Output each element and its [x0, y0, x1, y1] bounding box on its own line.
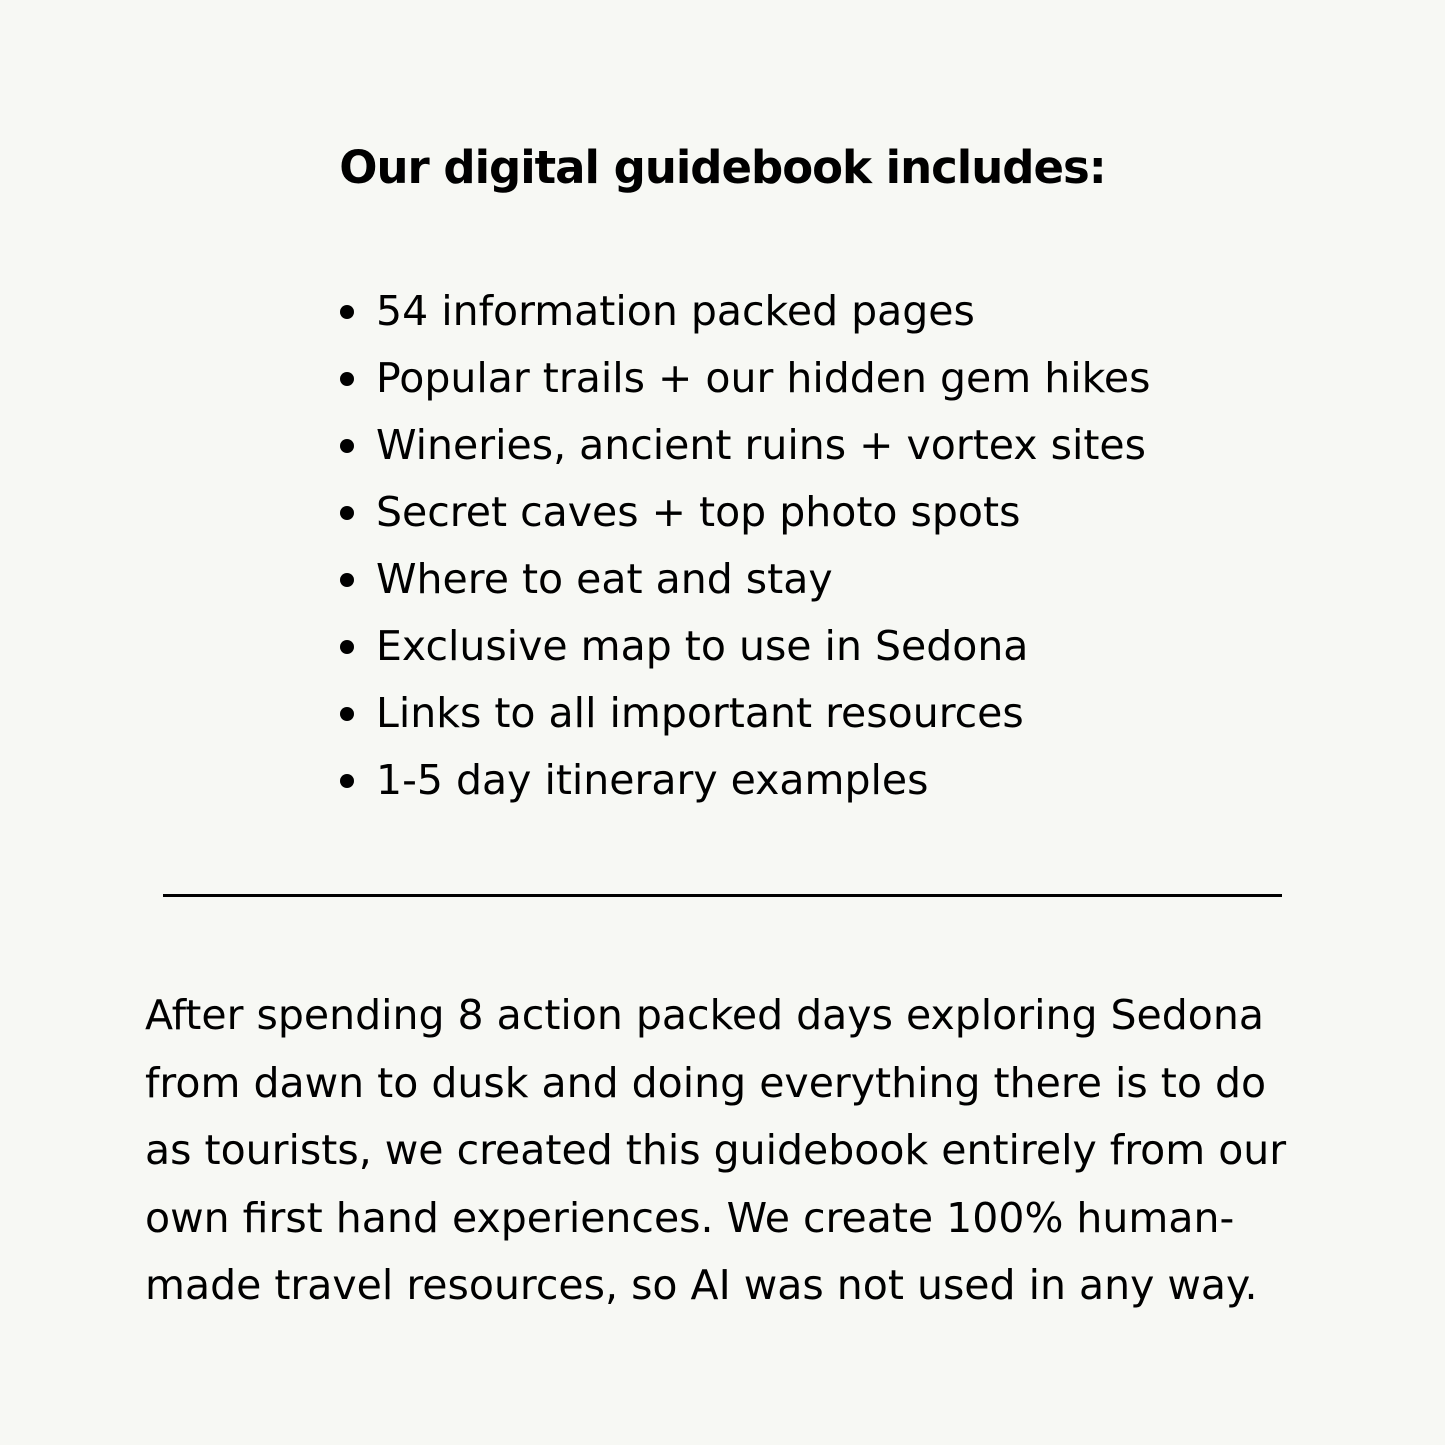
- bullet-icon: [340, 640, 354, 654]
- feature-list: [340, 278, 1150, 814]
- list-item-text: 1-5 day itinerary examples: [376, 756, 929, 804]
- description-line: After spending 8 action packed days exploring Sedona: [145, 991, 1264, 1039]
- description-paragraph: [145, 982, 1305, 1320]
- list-item-text: Secret caves + top photo spots: [376, 488, 1021, 536]
- page-title: Our digital guidebook includes:: [339, 141, 1106, 194]
- description-line: made travel resources, so AI was not used in any way.: [145, 1261, 1258, 1309]
- bullet-icon: [340, 573, 354, 587]
- list-item: [340, 680, 1150, 747]
- description-line: own first hand experiences. We create 100% human-: [145, 1193, 1235, 1242]
- list-item: [340, 345, 1150, 412]
- bullet-icon: [340, 774, 354, 788]
- list-item: [340, 546, 1150, 613]
- divider: [163, 894, 1282, 897]
- list-item-text: Exclusive map to use in Sedona: [376, 622, 1029, 670]
- list-item-text: Links to all important resources: [376, 689, 1024, 737]
- bullet-icon: [340, 707, 354, 721]
- list-item: [340, 613, 1150, 680]
- description-line: as tourists, we created this guidebook entirely from our: [145, 1126, 1287, 1174]
- list-item-text: 54 information packed pages: [376, 287, 975, 335]
- description-line: from dawn to dusk and doing everything there is to do: [145, 1058, 1267, 1107]
- bullet-icon: [340, 305, 354, 319]
- list-item-text: Popular trails + our hidden gem hikes: [376, 354, 1151, 402]
- list-item: [340, 747, 1150, 814]
- bullet-icon: [340, 372, 354, 386]
- list-item-text: Where to eat and stay: [376, 555, 833, 603]
- list-item-text: Wineries, ancient ruins + vortex sites: [376, 421, 1146, 469]
- list-item: [340, 278, 1150, 345]
- bullet-icon: [340, 506, 354, 520]
- list-item: [340, 479, 1150, 546]
- bullet-icon: [340, 439, 354, 453]
- list-item: [340, 412, 1150, 479]
